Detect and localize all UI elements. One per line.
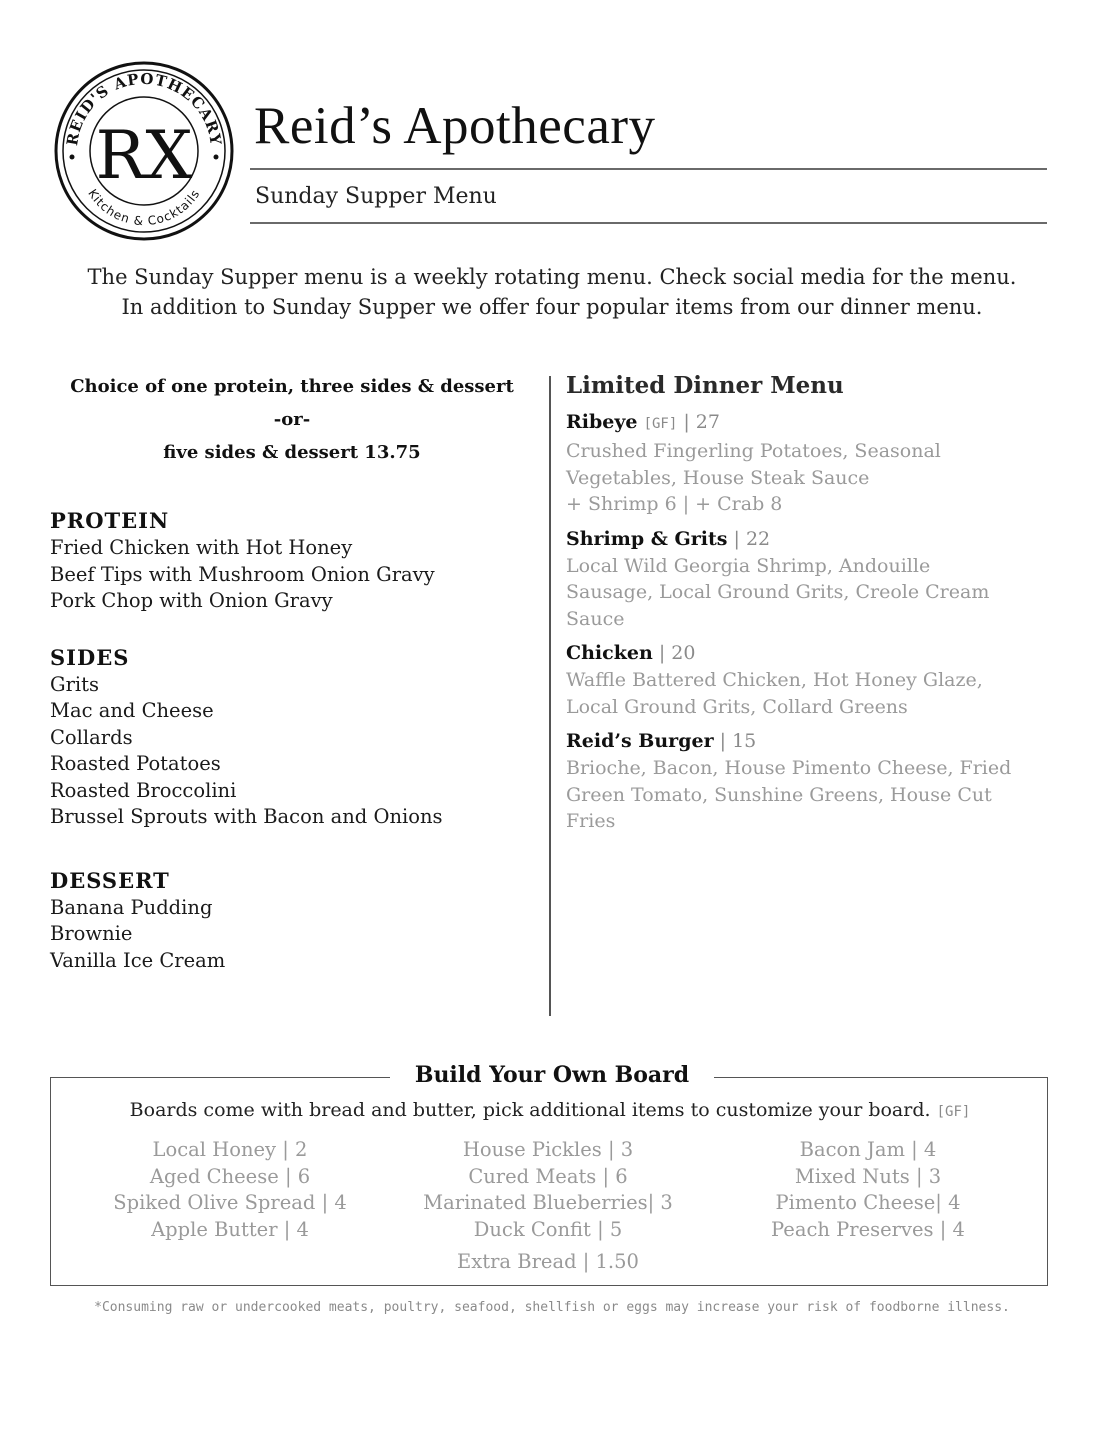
board-column-2 (398, 1137, 698, 1244)
gf-tag: [GF] (936, 1104, 971, 1120)
dish-name: Ribeye (566, 411, 638, 433)
dish-name: Shrimp & Grits (566, 527, 728, 550)
logo-arc-bottom: Kitchen & Cocktails (85, 186, 203, 229)
board-item: Duck Confit | 5 (473, 1218, 623, 1242)
protein-heading: PROTEIN (50, 508, 170, 533)
board-item: Bacon Jam | 4 (799, 1138, 937, 1161)
limited-dinner-title: Limited Dinner Menu (566, 372, 844, 399)
board-item: House Pickles | 3 (462, 1138, 634, 1161)
dish-name: Chicken (566, 642, 653, 664)
gf-tag: [GF] (643, 416, 678, 432)
choice-line-1: Choice of one protein, three sides & dessert (70, 376, 514, 397)
dish-desc-line: Crushed Fingerling Potatoes, Seasonal (566, 440, 941, 462)
sides-heading: SIDES (50, 644, 130, 670)
dish-reids-burger (566, 728, 1056, 835)
dish-desc-line: + Shrimp 6 | + Crab 8 (566, 493, 783, 515)
board-item: Marinated Blueberries| 3 (423, 1191, 673, 1215)
dish-chicken (566, 640, 1056, 720)
dish-shrimp-grits (566, 526, 1056, 633)
dish-ribeye (566, 409, 1056, 518)
board-item: Apple Butter | 4 (151, 1218, 309, 1242)
logo-arc-top: REID'S APOTHECARY (63, 69, 225, 147)
intro-line-1: The Sunday Supper menu is a weekly rotating menu. Check social media for the menu. (87, 265, 1017, 289)
list-item: Pork Chop with Onion Gravy (50, 589, 333, 612)
list-item: Roasted Potatoes (50, 752, 221, 775)
supper-choice (50, 370, 534, 469)
board-item: Aged Cheese | 6 (149, 1164, 311, 1188)
dish-desc-line: Brioche, Bacon, House Pimento Cheese, Fried (566, 757, 1012, 779)
dish-desc-line: Vegetables, House Steak Sauce (566, 466, 870, 489)
dish-desc-line: Local Ground Grits, Collard Greens (566, 695, 908, 718)
dessert-heading: DESSERT (50, 867, 170, 893)
footnote: *Consuming raw or undercooked meats, poultry, seafood, shellfish or eggs may increase your risk of foodborne illness. (94, 1300, 1010, 1315)
dish-desc-line: Sausage, Local Ground Grits, Creole Cream (566, 581, 990, 603)
logo-monogram: RX (95, 117, 193, 194)
dish-price: | 22 (733, 527, 771, 550)
board-item: Local Honey | 2 (152, 1138, 308, 1161)
board-intro-text: Boards come with bread and butter, pick additional items to customize your board. (129, 1099, 931, 1121)
board-extra-bread: Extra Bread | 1.50 (457, 1250, 639, 1273)
dish-desc-line: Green Tomato, Sunshine Greens, House Cut (566, 783, 992, 806)
page-title: Reid’s Apothecary (254, 97, 656, 155)
list-item: Mac and Cheese (50, 699, 214, 722)
dish-name: Reid’s Burger (566, 730, 714, 752)
protein-list (50, 535, 534, 615)
board-item: Spiked Olive Spread | 4 (113, 1191, 347, 1215)
list-item: Roasted Broccolini (50, 778, 237, 802)
board-intro (50, 1099, 1050, 1121)
dish-price: | 20 (658, 642, 696, 664)
dish-price: | 15 (719, 730, 757, 752)
dish-desc-line: Waffle Battered Chicken, Hot Honey Glaze, (566, 669, 983, 691)
dish-desc-line: Local Wild Georgia Shrimp, Andouille (566, 554, 931, 577)
supper-column (50, 370, 534, 974)
list-item: Vanilla Ice Cream (50, 948, 226, 972)
choice-line-3: five sides & dessert 13.75 (163, 442, 421, 463)
board-column-3 (718, 1137, 1018, 1244)
dessert-list (50, 895, 534, 975)
board-title: Build Your Own Board (390, 1062, 714, 1088)
list-item: Grits (50, 672, 99, 696)
limited-dinner-column (566, 372, 1056, 843)
sides-list (50, 672, 534, 831)
board-item: Peach Preserves | 4 (771, 1218, 965, 1242)
intro-line-2: In addition to Sunday Supper we offer four popular items from our dinner menu. (121, 295, 983, 319)
header-rule-top (250, 168, 1047, 170)
board-item: Cured Meats | 6 (468, 1164, 628, 1188)
dish-price: | 27 (683, 411, 720, 433)
list-item: Fried Chicken with Hot Honey (50, 536, 353, 559)
list-item: Banana Pudding (50, 895, 213, 919)
list-item: Collards (50, 725, 133, 749)
dish-desc-line: Fries (566, 810, 616, 832)
choice-line-2: -or- (273, 409, 311, 430)
board-column-1 (80, 1137, 380, 1244)
list-item: Brussel Sprouts with Bacon and Onions (50, 805, 443, 828)
dish-desc-line: Sauce (566, 607, 625, 630)
page-subtitle: Sunday Supper Menu (255, 184, 497, 209)
header-rule-bottom (250, 222, 1047, 224)
board-item: Pimento Cheese| 4 (775, 1191, 961, 1215)
list-item: Beef Tips with Mushroom Onion Gravy (50, 562, 435, 586)
column-divider (549, 376, 551, 1016)
board-item: Mixed Nuts | 3 (794, 1164, 942, 1188)
logo-seal (53, 60, 235, 242)
intro-text (40, 262, 1064, 322)
list-item: Brownie (50, 922, 133, 945)
